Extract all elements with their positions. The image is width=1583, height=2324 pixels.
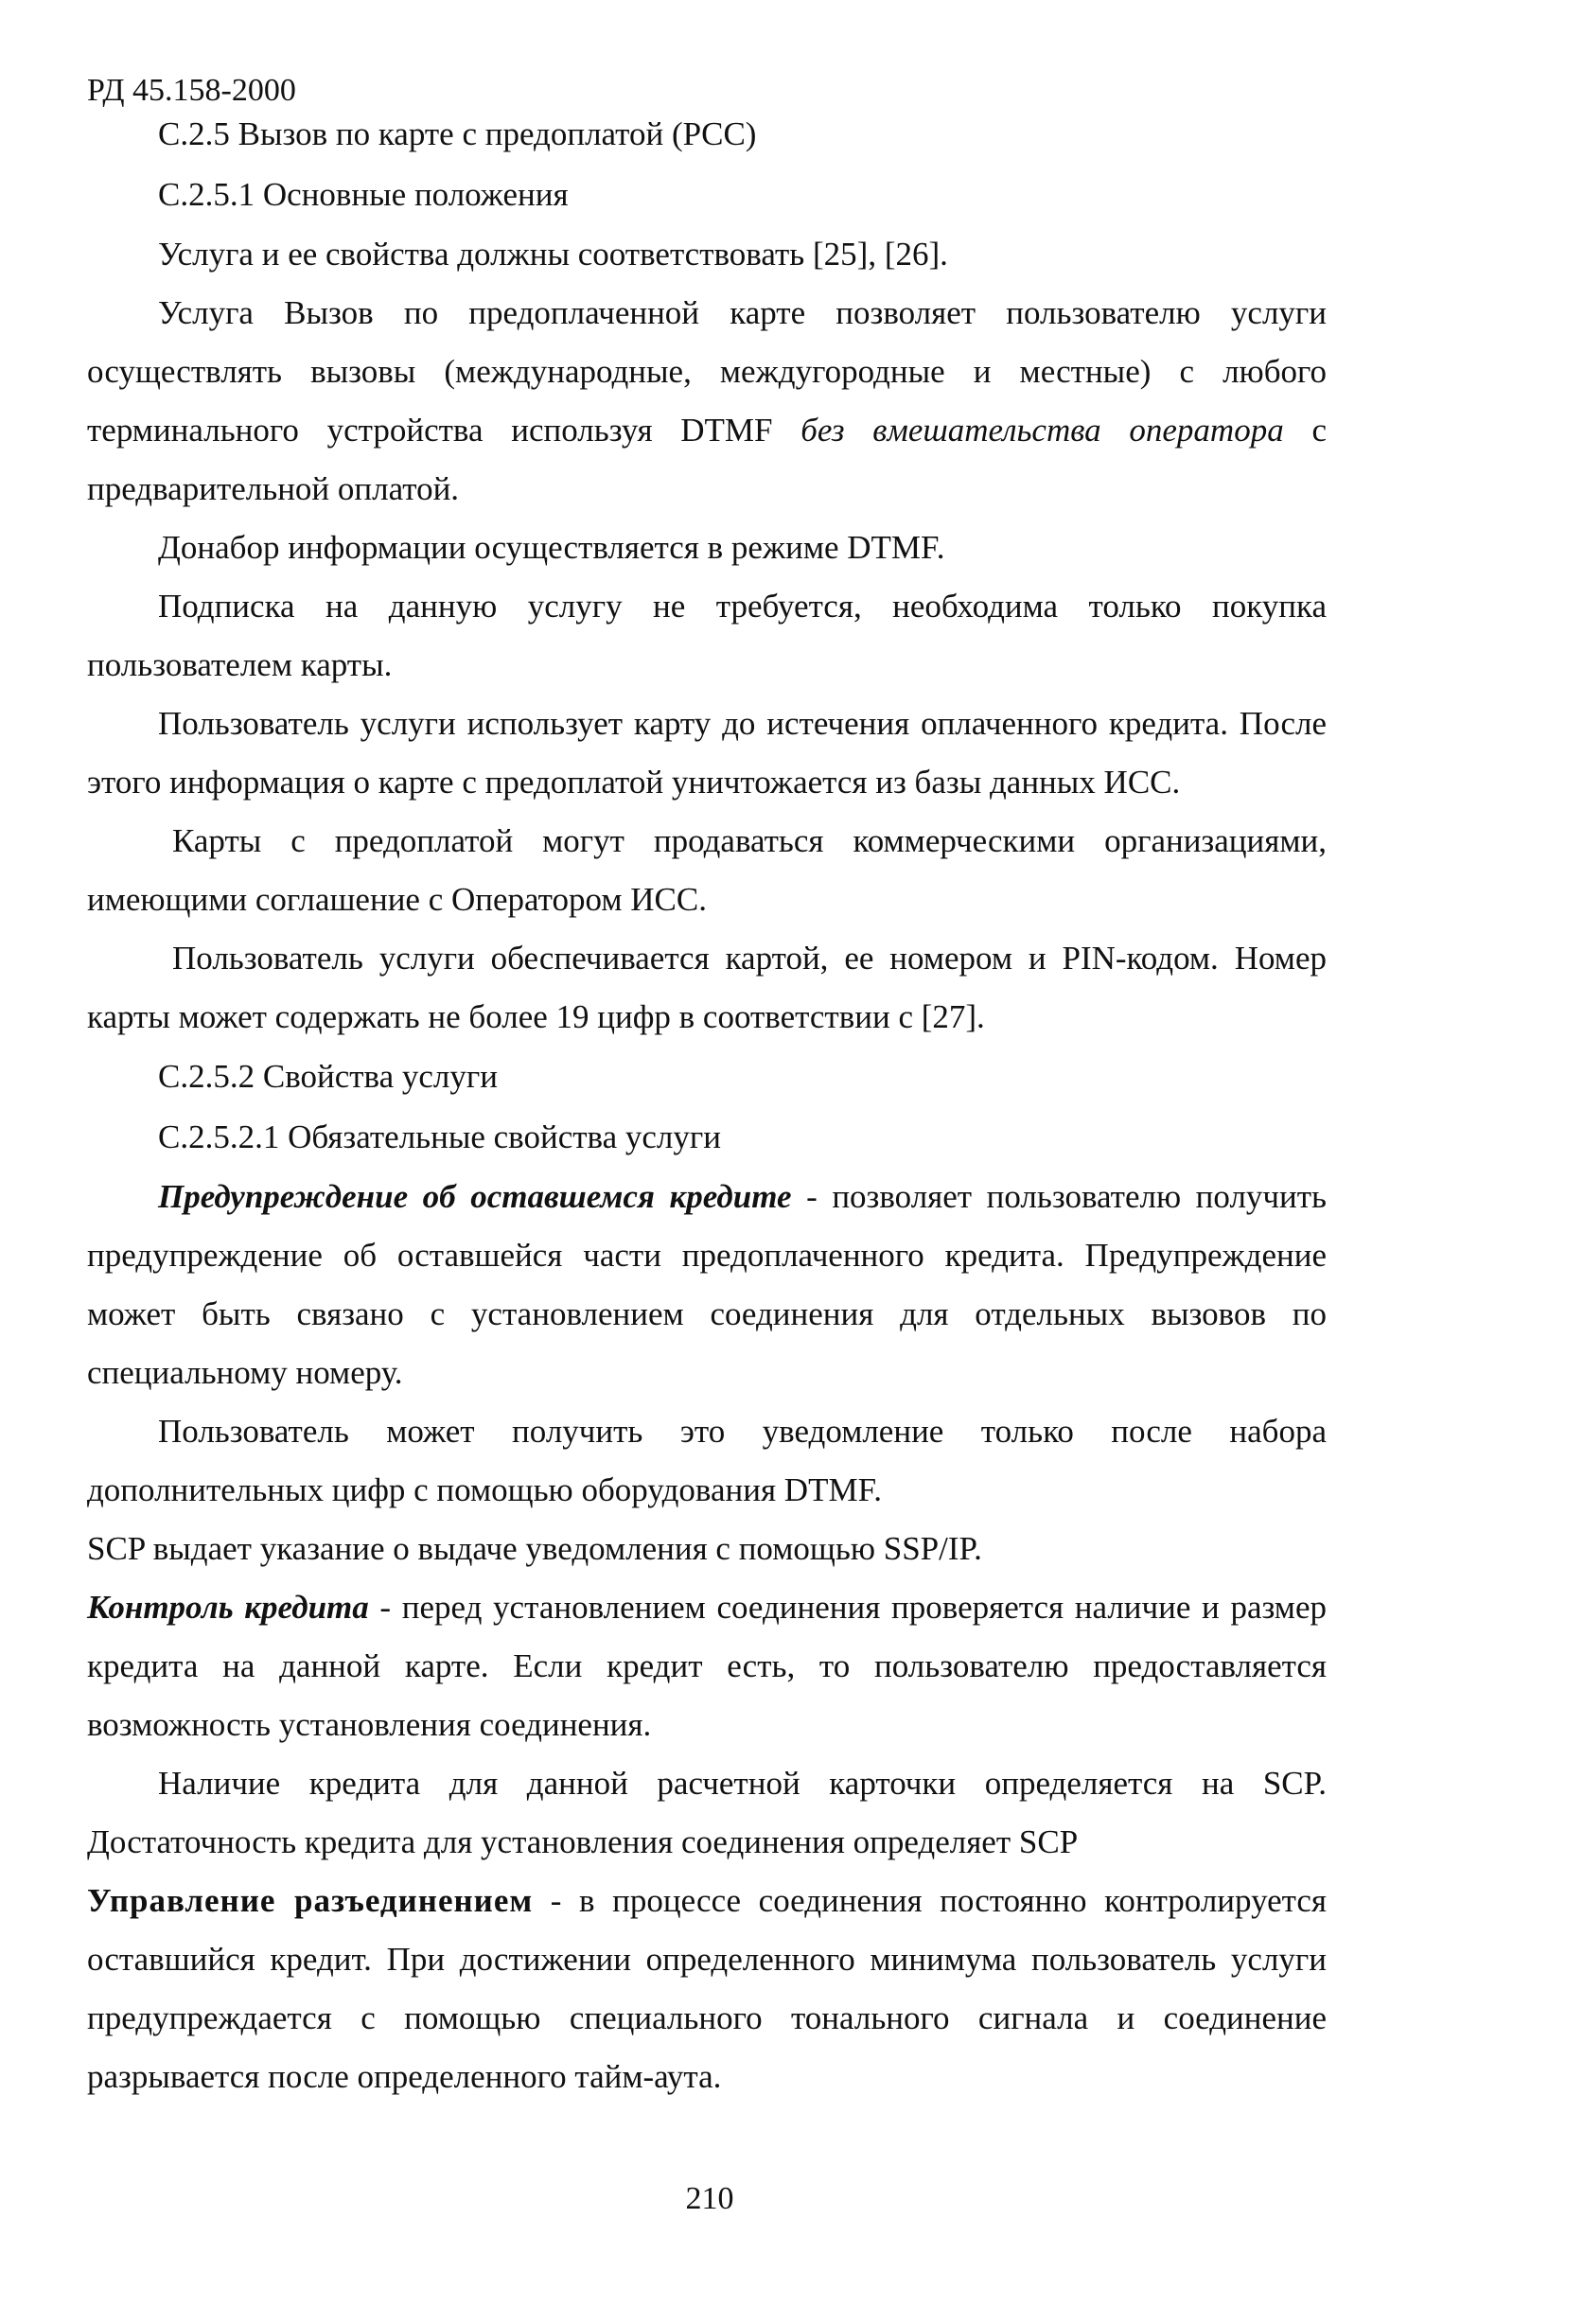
disconnect-control-text: - в процессе соединения постоянно контролируется оставшийся кредит. При достижении определенного минимума пользователь услуги предупреждается с помощью специального тонального сигнала и соединение разрывается после определенного тайм-аута. xyxy=(87,1882,1327,2095)
service-text-end: с предварительной оплатой. xyxy=(87,412,1327,507)
paragraph-credit-control xyxy=(87,1578,1327,1754)
paragraph-credit-warning xyxy=(87,1168,1327,1402)
paragraph-disconnect-control xyxy=(87,1872,1327,2106)
paragraph-credit-availability: Наличие кредита для данной расчетной карточки определяется на SCP. Достаточность кредита для установления соединения определяет SCP xyxy=(87,1765,1327,1860)
paragraph-card-number: Пользователь услуги обеспечивается картой, ее номером и PIN-кодом. Номер карты может содержать не более 19 цифр в соответствии с [27]. xyxy=(87,940,1327,1035)
credit-control-term: Контроль кредита xyxy=(87,1589,369,1626)
credit-control-text: - перед установлением соединения проверяется наличие и размер кредита на данной карте. Если кредит есть, то пользователю предоставляется возможность установления соединения. xyxy=(87,1589,1327,1743)
paragraph-card-usage: Пользователь услуги использует карту до истечения оплаченного кредита. После этого информация о карте с предоплатой уничтожается из базы данных ИСС. xyxy=(87,705,1327,801)
page-number: 210 xyxy=(685,2181,734,2216)
subsection-mandatory-heading: С.2.5.2.1 Обязательные свойства услуги xyxy=(158,1118,721,1155)
paragraph-card-sales: Карты с предоплатой могут продаваться коммерческими организациями, имеющими соглашение с Оператором ИСС. xyxy=(87,822,1327,918)
page-body xyxy=(87,104,1327,2106)
paragraph-compliance: Услуга и ее свойства должны соответствовать [25], [26]. xyxy=(158,236,948,273)
section-title: С.2.5 Вызов по карте с предоплатой (PCC) xyxy=(158,115,757,152)
credit-warning-term: Предупреждение об оставшемся кредите xyxy=(158,1178,792,1215)
credit-warning-text: - позволяет пользователю получить предупреждение об оставшейся части предоплаченного кредита. Предупреждение может быть связано с установлением соединения для отдельных вызовов по специальному номеру. xyxy=(87,1178,1327,1391)
paragraph-dtmf: Донабор информации осуществляется в режиме DTMF. xyxy=(158,529,945,566)
paragraph-subscription: Подписка на данную услугу не требуется, необходима только покупка пользователем карты. xyxy=(87,588,1327,683)
document-code: РД 45.158-2000 xyxy=(87,73,296,108)
paragraph-scp-instruction: SCP выдает указание о выдаче уведомления с помощью SSP/IP. xyxy=(87,1530,982,1567)
disconnect-control-term: Управление разъединением xyxy=(87,1882,534,1919)
paragraph-notification: Пользователь может получить это уведомление только после набора дополнительных цифр с помощью оборудования DTMF. xyxy=(87,1413,1327,1508)
paragraph-service-description xyxy=(87,284,1327,519)
service-emphasis: без вмешательства оператора xyxy=(800,412,1284,449)
service-text-start: Услуга Вызов по предоплаченной карте позволяет пользователю услуги осуществлять вызовы (международные, междугородные и местные) с любого терминального устройства используя DTMF xyxy=(87,294,1327,449)
subsection-properties-heading: С.2.5.2 Свойства услуги xyxy=(158,1058,498,1095)
subsection-general-heading: С.2.5.1 Основные положения xyxy=(158,176,569,213)
